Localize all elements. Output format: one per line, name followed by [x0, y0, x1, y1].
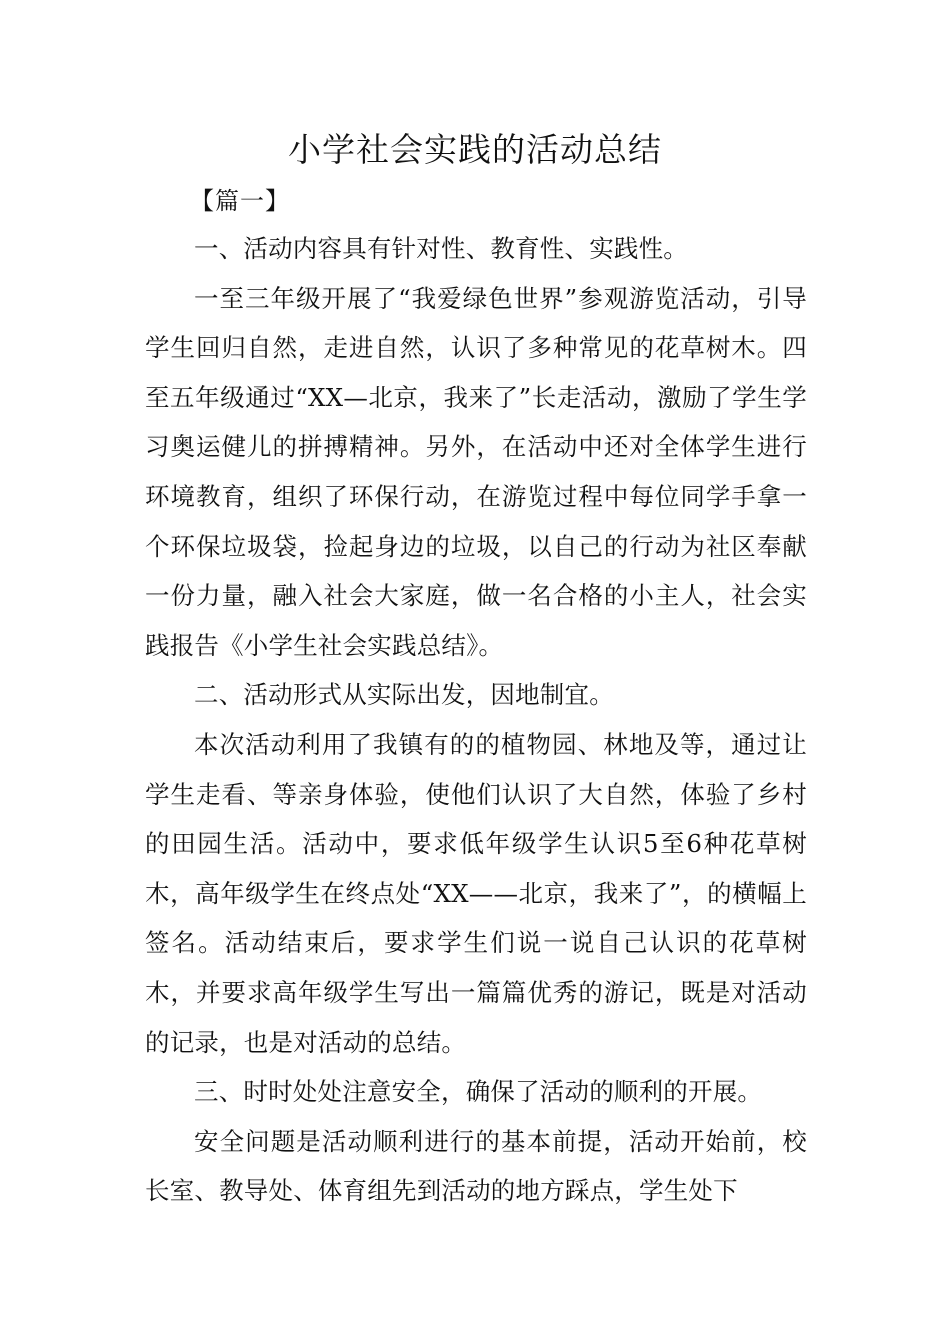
- document-body: [145, 224, 807, 1216]
- body-paragraph-1: 一至三年级开展了“我爱绿色世界”参观游览活动，引导学生回归自然，走进自然，认识了多种常见的花草树木。四至五年级通过“XX—北京，我来了”长走活动，激励了学生学习奥运健儿的拼搏精神。另外，在活动中还对全体学生进行环境教育，组织了环保行动，在游览过程中每位同学手拿一个环保垃圾袋，捡起身边的垃圾，以自己的行动为社区奉献一份力量，融入社会大家庭，做一名合格的小主人，社会实践报告《小学生社会实践总结》。: [145, 283, 807, 660]
- heading-paragraph-3: 三、时时处处注意安全，确保了活动的顺利的开展。: [194, 1077, 763, 1107]
- heading-paragraph-1: 一、活动内容具有针对性、教育性、实践性。: [194, 234, 688, 263]
- body-paragraph-2: 本次活动利用了我镇有的的植物园、林地及等，通过让学生走看、等亲身体验，使他们认识了大自然，体验了乡村的田园生活。活动中，要求低年级学生认识5至6种花草树木，高年级学生在终点处“XX——北京，我来了”，的横幅上签名。活动结束后，要求学生们说一说自己认识的花草树木，并要求高年级学生写出一篇篇优秀的游记，既是对活动的记录，也是对活动的总结。: [145, 729, 807, 1057]
- document-title: 小学社会实践的活动总结: [288, 130, 662, 169]
- body-paragraph-3: 安全问题是活动顺利进行的基本前提，活动开始前，校长室、教导处、体育组先到活动的地方踩点，学生处下: [145, 1126, 807, 1206]
- heading-paragraph-2: 二、活动形式从实际出发，因地制宜。: [194, 680, 614, 710]
- section-label: 【篇一】: [190, 187, 290, 215]
